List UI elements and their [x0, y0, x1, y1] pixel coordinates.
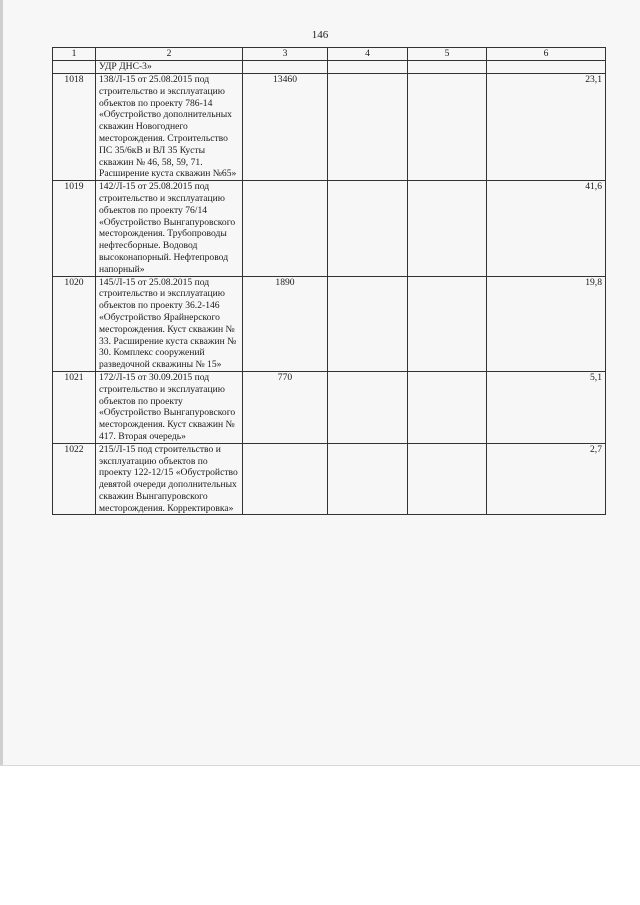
- row-col5-value: [408, 181, 487, 276]
- table-row: [53, 371, 606, 443]
- row-description: 172/Л-15 от 30.09.2015 под строительство и эксплуатацию объектов по проекту «Обустройство Вынгапуровского месторождения. Куст скважин № 417. Вторая очередь»: [96, 371, 243, 443]
- row-col6-value: 2,7: [487, 443, 606, 515]
- column-header-2: 2: [96, 48, 243, 61]
- row-description: 215/Л-15 под строительство и эксплуатацию объектов по проекту 122-12/15 «Обустройство девятой очереди дополнительных скважин Вынгапуровского месторождения. Корректировка»: [96, 443, 243, 515]
- row-col4-value: [328, 443, 408, 515]
- row-col4-value: [328, 371, 408, 443]
- column-header-5: 5: [408, 48, 487, 61]
- column-header-3: 3: [243, 48, 328, 61]
- continuation-col3-cell: [243, 61, 328, 74]
- table-row: [53, 74, 606, 181]
- table-row: [53, 181, 606, 276]
- row-col5-value: [408, 443, 487, 515]
- row-col4-value: [328, 276, 408, 371]
- row-col3-value: [243, 443, 328, 515]
- row-number: 1018: [53, 74, 96, 181]
- row-col5-value: [408, 371, 487, 443]
- row-description: 138/Л-15 от 25.08.2015 под строительство и эксплуатацию объектов по проекту 786-14 «Обустройство дополнительных скважин Новогоднего месторождения. Строительство ПС 35/6кВ и ВЛ 35 Кусты скважин № 46, 58, 59, 71. Расширение куста скважин №65»: [96, 74, 243, 181]
- row-number: 1020: [53, 276, 96, 371]
- table-row: [53, 276, 606, 371]
- continuation-col4-cell: [328, 61, 408, 74]
- continuation-num-cell: [53, 61, 96, 74]
- row-col5-value: [408, 276, 487, 371]
- row-col3-value: 1890: [243, 276, 328, 371]
- row-col3-value: 770: [243, 371, 328, 443]
- row-description: 142/Л-15 от 25.08.2015 под строительство и эксплуатацию объектов по проекту 76/14 «Обустройство Вынгапуровского месторождения. Трубопроводы нефтесборные. Водовод высоконапорный. Нефтепровод напорный»: [96, 181, 243, 276]
- row-number: 1021: [53, 371, 96, 443]
- row-col6-value: 41,6: [487, 181, 606, 276]
- row-description: 145/Л-15 от 25.08.2015 под строительство и эксплуатацию объектов по проекту 36.2-146 «Обустройство Ярайнерского месторождения. Куст скважин № 33. Расширение куста скважин № 30. Комплекс сооружений разведочной скважины № 15»: [96, 276, 243, 371]
- land-plot-table: [52, 47, 606, 515]
- continuation-col5-cell: [408, 61, 487, 74]
- column-header-6: 6: [487, 48, 606, 61]
- row-col4-value: [328, 181, 408, 276]
- column-header-4: 4: [328, 48, 408, 61]
- row-number: 1019: [53, 181, 96, 276]
- continuation-text: УДР ДНС-3»: [96, 61, 243, 74]
- row-col6-value: 5,1: [487, 371, 606, 443]
- column-header-1: 1: [53, 48, 96, 61]
- row-col4-value: [328, 74, 408, 181]
- row-col6-value: 19,8: [487, 276, 606, 371]
- table-row: [53, 443, 606, 515]
- row-col6-value: 23,1: [487, 74, 606, 181]
- continuation-row: [53, 61, 606, 74]
- page-number: 146: [311, 29, 329, 41]
- row-number: 1022: [53, 443, 96, 515]
- continuation-col6-cell: [487, 61, 606, 74]
- table-header-row: [53, 48, 606, 61]
- row-col5-value: [408, 74, 487, 181]
- row-col3-value: 13460: [243, 74, 328, 181]
- row-col3-value: [243, 181, 328, 276]
- scan-edge: [0, 0, 3, 765]
